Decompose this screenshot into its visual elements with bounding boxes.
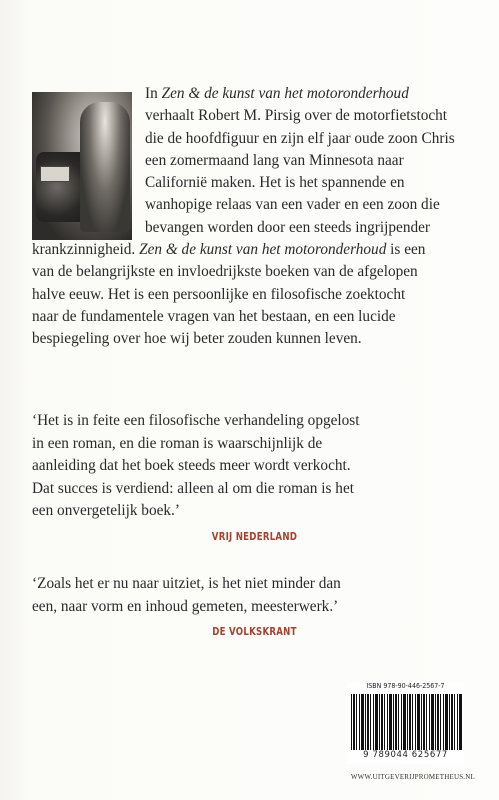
quote-line: een onvergetelijk boek.’ bbox=[32, 502, 180, 519]
body-line: van de belangrijkste en invloedrijkste boeken van de afgelopen bbox=[32, 263, 418, 281]
intro-line: In Zen & de kunst van het motoronderhoud bbox=[145, 85, 409, 102]
quote-line: ‘Het is in feite een filosofische verhandeling opgelost bbox=[32, 412, 360, 429]
author-photo bbox=[32, 92, 132, 240]
body-line: krankzinnigheid. Zen & de kunst van het motoronderhoud is een bbox=[32, 241, 426, 258]
quote-line: ‘Zoals het er nu naar uitziet, is het niet minder dan bbox=[32, 575, 341, 592]
ean-number: 9 789044 625677 bbox=[363, 750, 448, 760]
intro-line: bevangen worden door een steeds ingrijpender bbox=[145, 218, 431, 236]
barcode-icon bbox=[351, 694, 463, 750]
body-line: bespiegeling over hoe wij beter zouden kunnen leven. bbox=[32, 330, 362, 348]
intro-paragraph bbox=[145, 83, 475, 239]
isbn-text: ISBN 978-90-446-2567-7 bbox=[366, 682, 445, 690]
review-quote-2 bbox=[32, 573, 477, 644]
barcode-panel bbox=[347, 682, 464, 764]
intro-line: Californië maken. Het is het spannende en bbox=[145, 174, 405, 192]
author-figure-shape bbox=[80, 102, 130, 232]
quote-line: een, naar vorm en inhoud gemeten, meesterwerk.’ bbox=[32, 597, 339, 615]
publisher-url: WWW.UITGEVERIJPROMETHEUS.NL bbox=[350, 773, 475, 781]
intro-line: verhaalt Robert M. Pirsig over de motorfietstocht bbox=[145, 107, 448, 125]
quote-line: aanleiding dat het boek steeds meer wordt verkocht. bbox=[32, 457, 351, 474]
review-quote-1 bbox=[32, 410, 477, 548]
body-line: naar de fundamentele vragen van het bestaan, en een lucide bbox=[32, 307, 396, 325]
intro-line: wanhopige relaas van een vader en een zoon die bbox=[145, 196, 440, 214]
quote-line: Dat succes is verdiend: alleen al om die roman is het bbox=[32, 479, 354, 497]
quote-line: in een roman, en die roman is waarschijnlijk de bbox=[32, 434, 323, 452]
intro-line: een zomermaand lang van Minnesota naar bbox=[145, 151, 404, 169]
body-line: halve eeuw. Het is een persoonlijke en filosofische zoektocht bbox=[32, 285, 406, 303]
quote-source: VRIJ NEDERLAND bbox=[211, 530, 298, 543]
quote-source: DE VOLKSKRANT bbox=[212, 626, 297, 638]
license-plate-shape bbox=[40, 166, 70, 182]
intro-line: die de hoofdfiguur en zijn elf jaar oude zoon Chris bbox=[145, 129, 455, 147]
body-paragraph bbox=[32, 239, 477, 350]
